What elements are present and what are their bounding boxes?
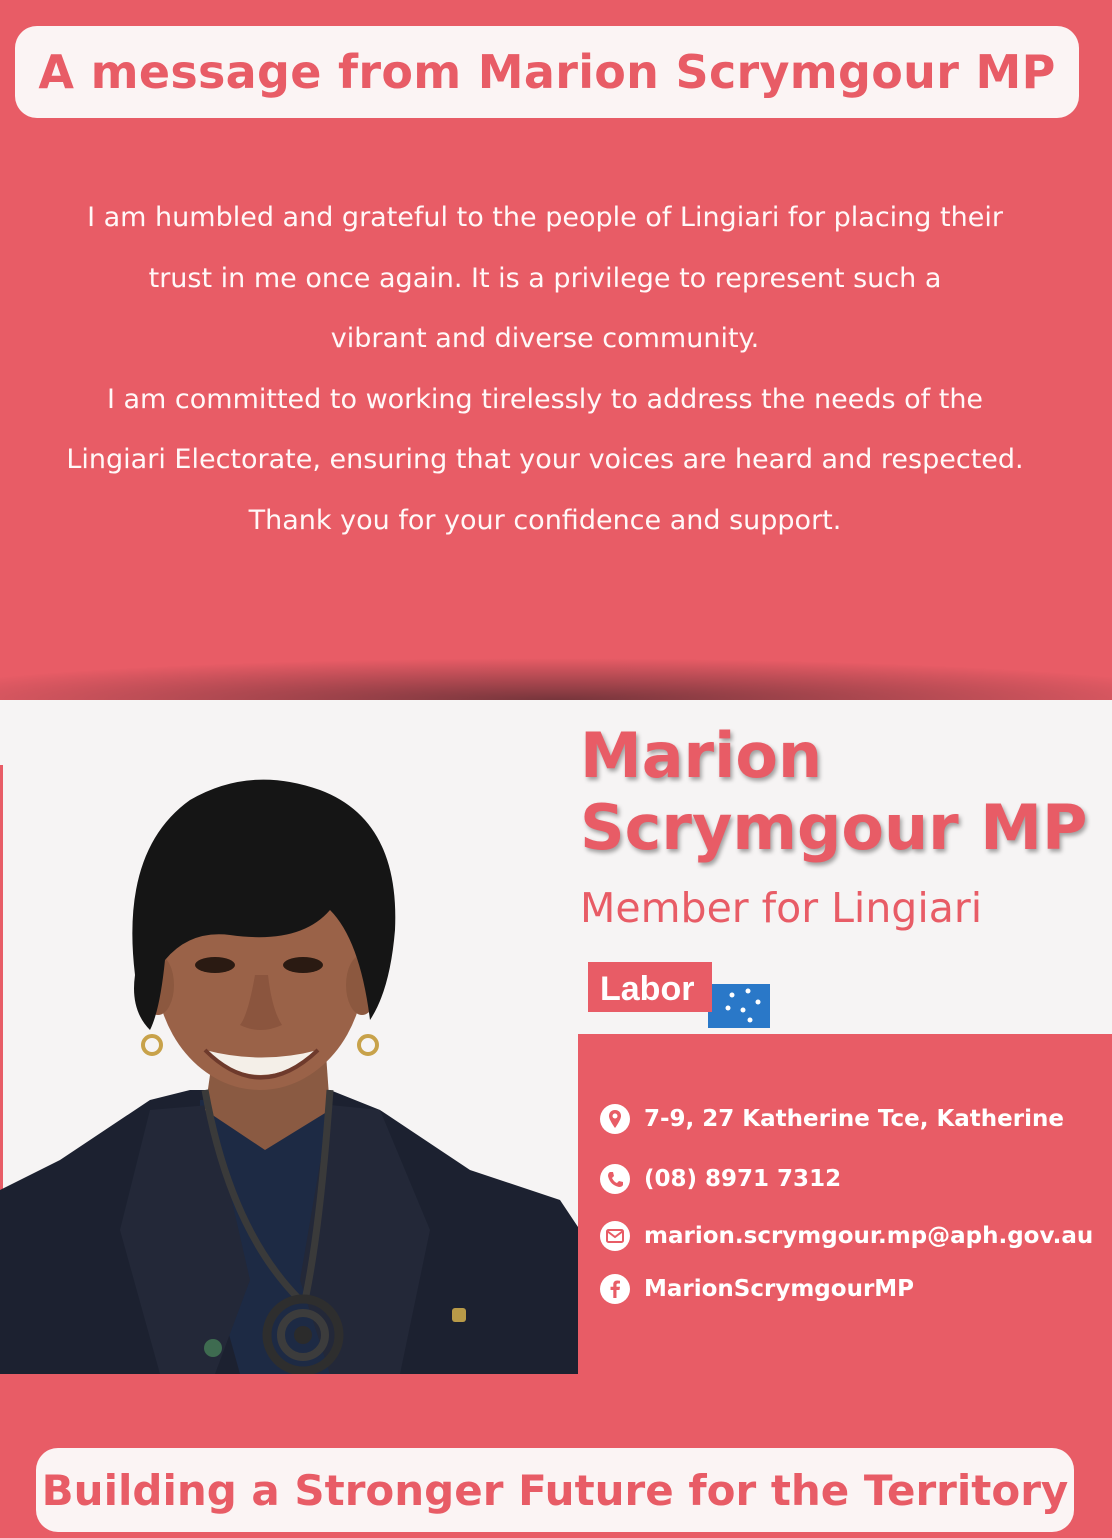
address-text: 7-9, 27 Katherine Tce, Katherine <box>644 1106 1064 1132</box>
contact-panel <box>578 1034 1112 1374</box>
email-icon <box>600 1221 630 1251</box>
mp-name <box>580 720 1087 864</box>
contact-address <box>600 1104 1064 1134</box>
tagline-banner <box>36 1448 1074 1532</box>
divider-shadow <box>0 640 1112 700</box>
labor-logo-text: Labor <box>600 970 695 1008</box>
facebook-icon <box>600 1274 630 1304</box>
contact-facebook <box>600 1274 914 1304</box>
message-line: vibrant and diverse community. <box>330 323 760 354</box>
phone-icon <box>600 1164 630 1194</box>
tagline: Building a Stronger Future for the Territory <box>41 1465 1069 1515</box>
phone-text[interactable]: (08) 8971 7312 <box>644 1166 842 1192</box>
message-line: Lingiari Electorate, ensuring that your voices are heard and respected. <box>66 444 1024 475</box>
mp-name-line: Scrymgour MP <box>580 791 1088 864</box>
mp-role: Member for Lingiari <box>580 884 983 932</box>
labor-logo <box>588 962 770 1028</box>
contact-email <box>600 1221 1093 1251</box>
location-pin-icon <box>600 1104 630 1134</box>
contact-phone <box>600 1164 841 1194</box>
message-line: I am committed to working tirelessly to address the needs of the <box>106 383 984 415</box>
message-line: trust in me once again. It is a privilege to represent such a <box>148 262 942 294</box>
message-line: I am humbled and grateful to the people of Lingiari for placing their <box>87 202 1003 233</box>
header-banner <box>15 26 1079 118</box>
page-title: A message from Marion Scrymgour MP <box>38 45 1056 99</box>
email-text[interactable]: marion.scrymgour.mp@aph.gov.au <box>644 1223 1094 1249</box>
message-body <box>0 188 1090 551</box>
portrait-photo <box>0 760 580 1374</box>
message-line: Thank you for your confidence and support. <box>248 504 842 536</box>
facebook-text[interactable]: MarionScrymgourMP <box>644 1276 915 1302</box>
mp-name-line: Marion <box>580 719 823 792</box>
